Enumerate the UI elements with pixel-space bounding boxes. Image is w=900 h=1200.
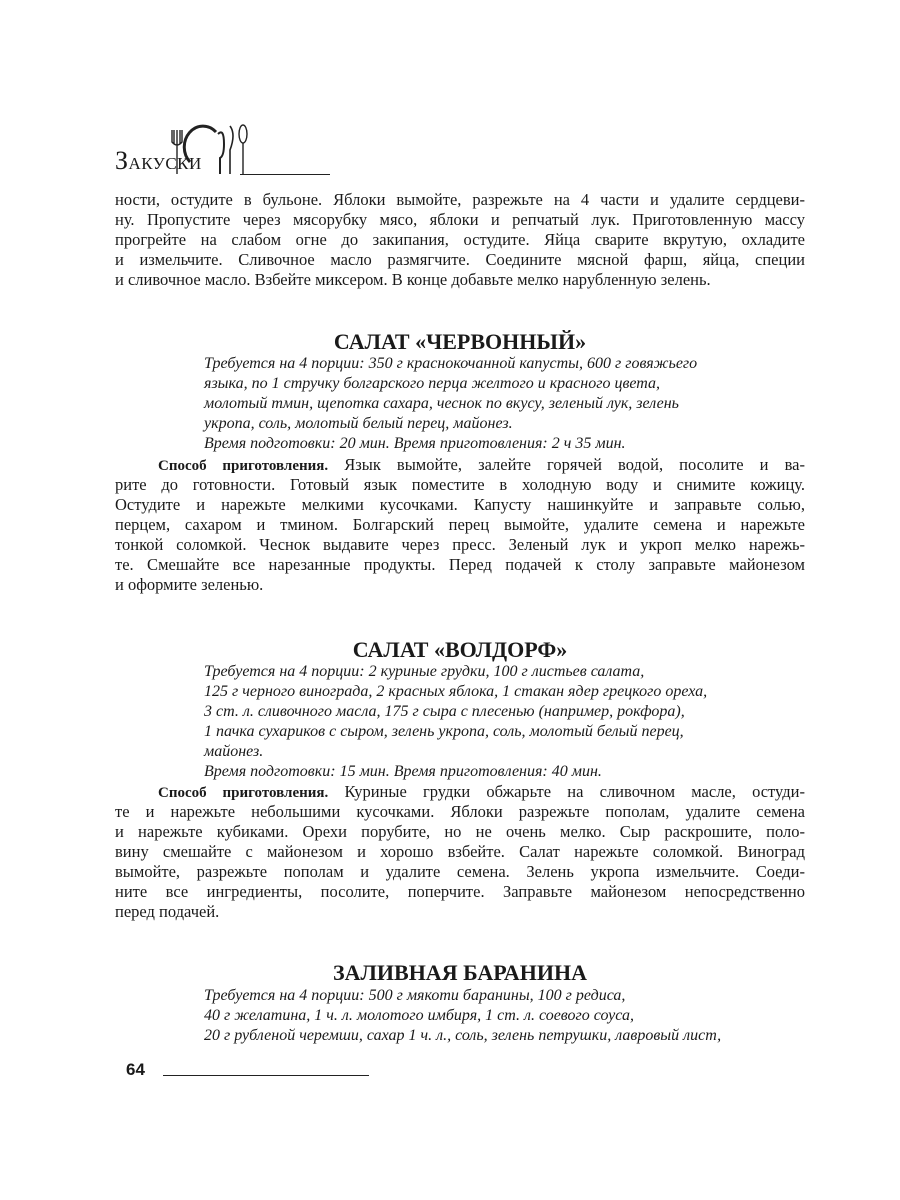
- method-text: Куриные грудки обжарьте на сливочном масле, остуди-: [328, 782, 805, 801]
- recipe-title: САЛАТ «ЧЕРВОННЫЙ»: [333, 329, 587, 354]
- intro-paragraph: [115, 190, 805, 290]
- recipe-ingredients: [204, 354, 804, 454]
- ingredients-line: 1 пачка сухариков с сыром, зелень укропа, соль, молотый белый перец,: [204, 723, 684, 740]
- ingredients-line: Требуется на 4 порции: 500 г мякоти баранины, 100 г редиса,: [204, 987, 626, 1004]
- timing-line: Время подготовки: 15 мин. Время приготовления: 40 мин.: [204, 763, 602, 780]
- text-line: перцем, сахаром и тмином. Болгарский перец вымойте, удалите семена и нарежьте: [115, 515, 805, 534]
- text-line: те. Смешайте все нарезанные продукты. Перед подачей к столу заправьте майонезом: [115, 555, 805, 574]
- text-line: [115, 455, 805, 475]
- text-line: и измельчите. Сливочное масло размягчите. Соедините мясной фарш, яйца, специи: [115, 250, 805, 269]
- ingredients-line: молотый тмин, щепотка сахара, чеснок по вкусу, зеленый лук, зелень: [204, 395, 679, 412]
- recipe-title: САЛАТ «ВОЛДОРФ»: [352, 637, 568, 662]
- recipe-method: [115, 782, 805, 922]
- ingredients-line: 40 г желатина, 1 ч. л. молотого имбиря, 1 ст. л. соевого соуса,: [204, 1007, 634, 1024]
- timing-line: Время подготовки: 20 мин. Время приготовления: 2 ч 35 мин.: [204, 435, 626, 452]
- text-line: [115, 782, 805, 802]
- text-line: рите до готовности. Готовый язык поместите в холодную воду и снимите кожицу.: [115, 475, 805, 494]
- ingredients-line: укропа, соль, молотый белый перец, майонез.: [204, 415, 513, 432]
- text-line: перед подачей.: [115, 902, 220, 921]
- recipe-ingredients: [204, 986, 804, 1046]
- footer-rule: [163, 1075, 369, 1076]
- ingredients-line: 20 г рубленой черемши, сахар 1 ч. л., соль, зелень петрушки, лавровый лист,: [204, 1027, 722, 1044]
- text-line: Остудите и нарежьте мелкими кусочками. Капусту нашинкуйте и заправьте солью,: [115, 495, 805, 514]
- method-label: Способ приготовления.: [158, 458, 329, 474]
- text-line: ну. Пропустите через мясорубку мясо, яблоки и репчатый лук. Приготовленную массу: [115, 210, 805, 229]
- method-text: Язык вымойте, залейте горячей водой, посолите и ва-: [328, 455, 805, 474]
- text-line: тонкой соломкой. Чеснок выдавите через пресс. Зеленый лук и укроп мелко нарежь-: [115, 535, 805, 554]
- running-header-initial: З: [115, 146, 129, 175]
- page-number: 64: [126, 1060, 145, 1079]
- text-line: прогрейте на слабом огне до закипания, остудите. Яйца сварите вкрутую, охладите: [115, 230, 805, 249]
- text-line: ните все ингредиенты, посолите, поперчите. Заправьте майонезом непосредственно: [115, 882, 805, 901]
- recipe-title: ЗАЛИВНАЯ БАРАНИНА: [333, 960, 587, 985]
- recipe-ingredients: [204, 662, 804, 782]
- running-header: [115, 146, 202, 176]
- ingredients-line: Требуется на 4 порции: 350 г краснокочанной капусты, 600 г говяжьего: [204, 355, 698, 372]
- method-label: Способ приготовления.: [158, 785, 329, 801]
- text-line: и сливочное масло. Взбейте миксером. В конце добавьте мелко нарубленную зелень.: [115, 270, 711, 289]
- text-line: и нарежьте кубиками. Орехи порубите, но не очень мелко. Сыр раскрошите, поло-: [115, 822, 805, 841]
- text-line: вымойте, разрежьте пополам и удалите семена. Зелень укропа измельчите. Соеди-: [115, 862, 805, 881]
- ingredients-line: майонез.: [204, 743, 264, 760]
- ingredients-line: 125 г черного винограда, 2 красных яблока, 1 стакан ядер грецкого ореха,: [204, 683, 708, 700]
- ingredients-line: языка, по 1 стручку болгарского перца желтого и красного цвета,: [204, 375, 661, 392]
- ingredients-line: 3 ст. л. сливочного масла, 175 г сыра с плесенью (например, рокфора),: [204, 703, 685, 720]
- running-header-text: АКУСКИ: [128, 154, 202, 173]
- text-line: и оформите зеленью.: [115, 575, 264, 594]
- recipe-method: [115, 455, 805, 595]
- text-line: те и нарежьте небольшими кусочками. Яблоки разрежьте пополам, удалите семена: [115, 802, 805, 821]
- text-line: ности, остудите в бульоне. Яблоки вымойте, разрежьте на 4 части и удалите сердцеви-: [115, 190, 805, 209]
- header-rule: [240, 174, 330, 175]
- ingredients-line: Требуется на 4 порции: 2 куриные грудки, 100 г листьев салата,: [204, 663, 645, 680]
- text-line: вину смешайте с майонезом и хорошо взбейте. Салат нарежьте соломкой. Виноград: [115, 842, 805, 861]
